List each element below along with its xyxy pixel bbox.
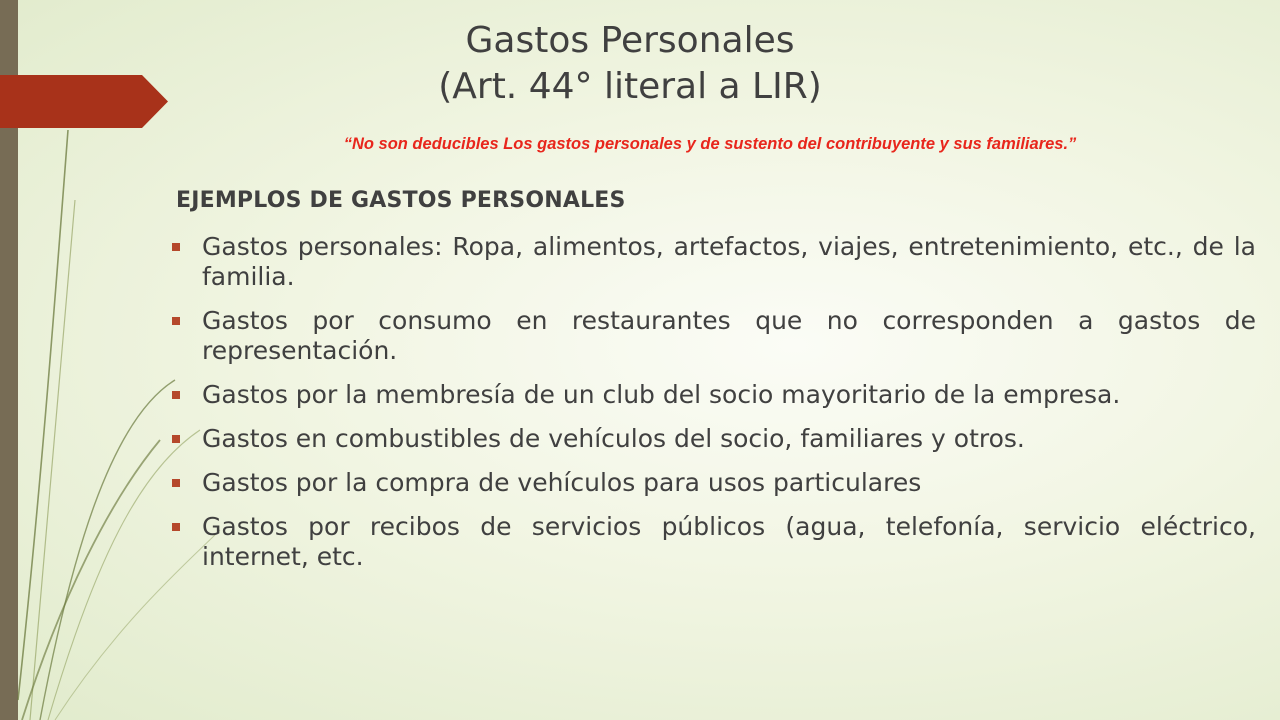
- list-item: [160, 232, 1256, 292]
- list-item: [160, 468, 1256, 498]
- square-bullet-icon: [172, 317, 180, 325]
- slide-title-line2: (Art. 44° literal a LIR): [438, 66, 822, 107]
- slide-title: [290, 18, 970, 110]
- list-item-text: Gastos en combustibles de vehículos del socio, familiares y otros.: [202, 424, 1025, 453]
- list-item: [160, 306, 1256, 366]
- list-item-text: Gastos por recibos de servicios públicos (agua, telefonía, servicio eléctrico, internet, etc.: [202, 512, 1256, 571]
- list-item: [160, 424, 1256, 454]
- list-item-text: Gastos personales: Ropa, alimentos, artefactos, viajes, entretenimiento, etc., de la familia.: [202, 232, 1256, 291]
- list-item-text: Gastos por consumo en restaurantes que no corresponden a gastos de representación.: [202, 306, 1256, 365]
- square-bullet-icon: [172, 391, 180, 399]
- slide-title-line1: Gastos Personales: [465, 20, 795, 61]
- square-bullet-icon: [172, 523, 180, 531]
- red-arrow-tab: [0, 75, 168, 128]
- square-bullet-icon: [172, 479, 180, 487]
- list-item: [160, 380, 1256, 410]
- square-bullet-icon: [172, 435, 180, 443]
- legal-quote: “No son deducibles Los gastos personales y de sustento del contribuyente y sus familiares.”: [343, 135, 1077, 153]
- list-item-text: Gastos por la membresía de un club del socio mayoritario de la empresa.: [202, 380, 1121, 409]
- square-bullet-icon: [172, 243, 180, 251]
- list-item-text: Gastos por la compra de vehículos para usos particulares: [202, 468, 922, 497]
- examples-heading: EJEMPLOS DE GASTOS PERSONALES: [176, 188, 626, 213]
- list-item: [160, 512, 1256, 572]
- examples-list: [160, 232, 1256, 586]
